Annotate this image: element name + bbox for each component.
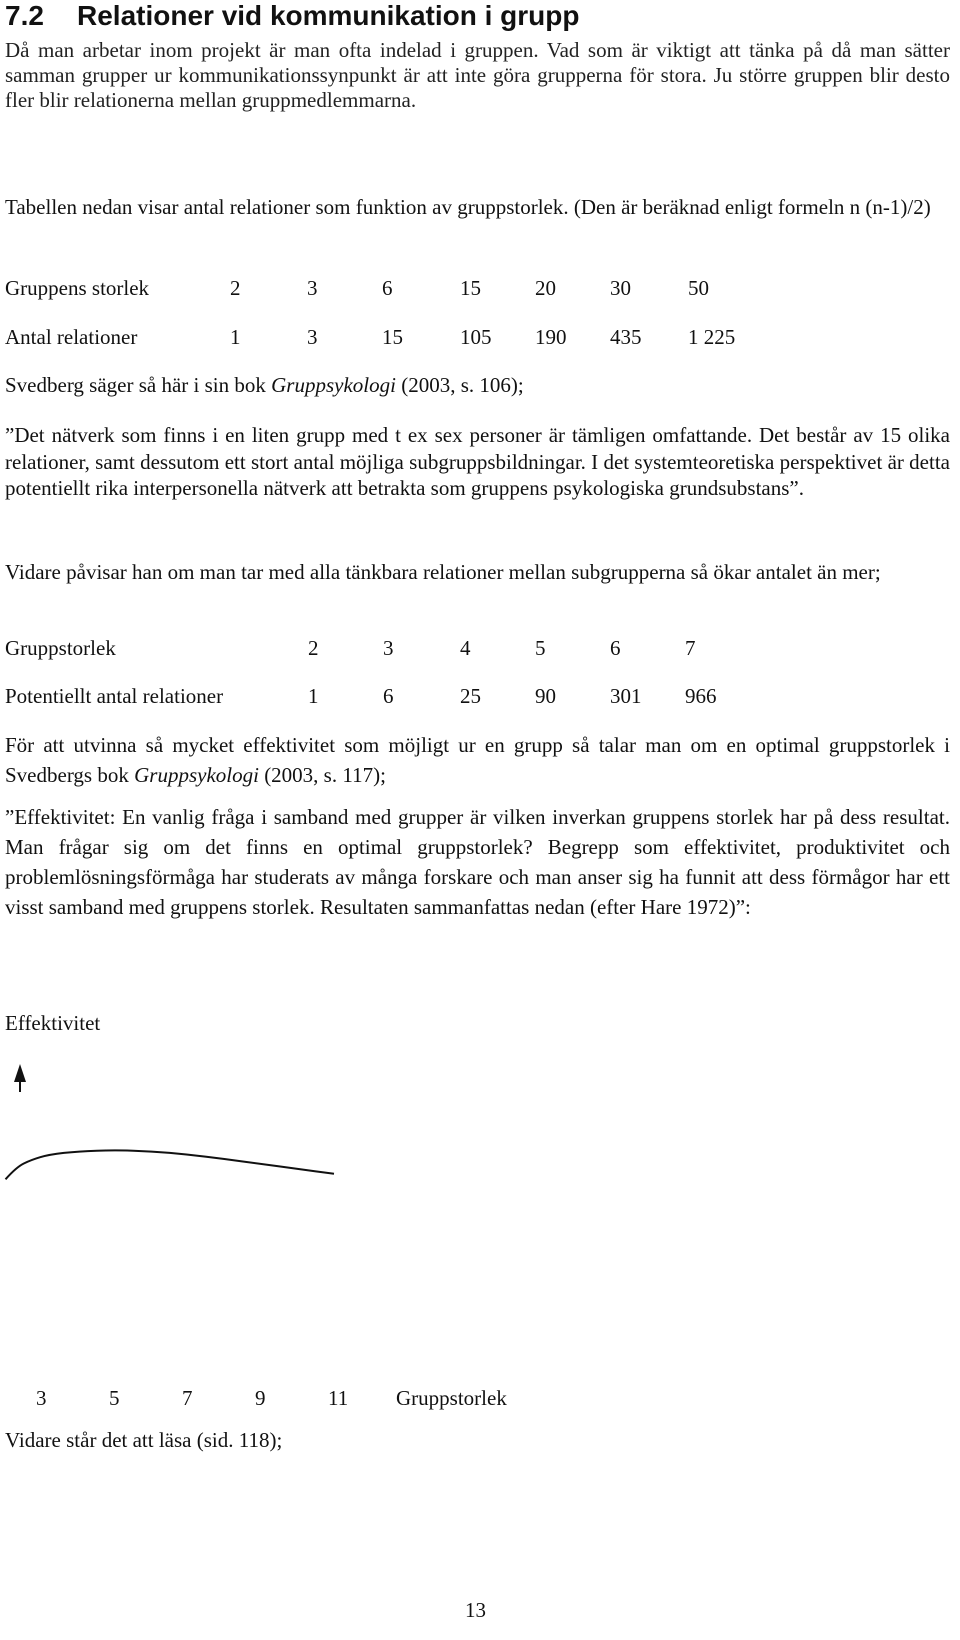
table2-cell: 7 (685, 636, 696, 660)
page-number: 13 (465, 1598, 486, 1622)
table1-cell: 20 (535, 276, 556, 300)
section-heading (5, 0, 580, 32)
section-number: 7.2 (5, 0, 44, 31)
table2-cell: 4 (460, 636, 471, 660)
table2-cell: 2 (308, 636, 319, 660)
x-tick-labels (36, 1386, 348, 1410)
table1-cell: 3 (307, 276, 318, 300)
table1-cell: 435 (610, 325, 642, 349)
table1-cell: 30 (610, 276, 631, 300)
book-title: Gruppsykologi (271, 373, 396, 397)
table2-row1-label: Gruppstorlek (5, 636, 116, 660)
x-tick-label: 7 (182, 1386, 193, 1410)
closing-line: Vidare står det att läsa (sid. 118); (5, 1428, 283, 1452)
table2-cell: 6 (383, 684, 394, 708)
citation-text: (2003, s. 117); (258, 763, 386, 787)
citation-text: Svedberg säger så här i sin bok (5, 373, 272, 397)
table2-cell: 90 (535, 684, 556, 708)
svedberg-citation (5, 373, 524, 398)
table2-cell: 25 (460, 684, 481, 708)
table1-cell: 2 (230, 276, 241, 300)
table1-row1-label: Gruppens storlek (5, 276, 150, 300)
table2-cell: 3 (383, 636, 394, 660)
book-title: Gruppsykologi (134, 763, 259, 787)
table2-cell: 301 (610, 684, 642, 708)
x-tick-label: 9 (255, 1386, 266, 1410)
table2-row2-label: Potentiellt antal relationer (5, 684, 224, 708)
efficiency-curve (6, 1150, 335, 1179)
optimal-size-paragraph (5, 730, 950, 790)
intro-paragraph: Då man arbetar inom projekt är man ofta indelad i gruppen. Vad som är viktigt att tänka på då man sätter samman grupper ur kommunikationssynpunkt är att inte göra grupperna för stora. Ju större gruppen blir desto fler blir relationerna mellan gruppmedlemmarna. (5, 38, 950, 112)
table1-cell: 15 (382, 325, 403, 349)
table1-cell: 1 225 (688, 325, 736, 349)
quote-paragraph-2: ”Effektivitet: En vanlig fråga i samband med grupper är vilken inverkan gruppens storlek har på dess resultat. Man frågar sig om det finns en optimal gruppstorlek? Begrepp som effektivitet, produktivitet och problemlösningsförmåga har studerats av många forskare och man anser sig ha funnit att dess förmågor har ett visst samband med gruppens storlek. Resultaten sammanfattas nedan (efter Hare 1972)”: (5, 805, 950, 919)
section-title: Relationer vid kommunikation i grupp (77, 0, 580, 31)
citation-text: För att utvinna så mycket effektivitet som möjligt ur en grupp så talar man om en optimal gruppstorlek i Svedbergs bok (5, 733, 950, 787)
table1-cell: 50 (688, 276, 709, 300)
table2-cell: 6 (610, 636, 621, 660)
citation-text: (2003, s. 106); (395, 373, 524, 397)
x-tick-label: 5 (109, 1386, 120, 1410)
y-axis-label: Effektivitet (5, 1011, 101, 1035)
efficiency-chart (0, 1011, 600, 1450)
table1-intro: Tabellen nedan visar antal relationer som funktion av gruppstorlek. (Den är beräknad enligt formeln n (n-1)/2) (5, 195, 931, 219)
table2-intro: Vidare påvisar han om man tar med alla tänkbara relationer mellan subgrupperna så ökar antalet än mer; (5, 560, 881, 584)
up-arrow-icon (14, 1064, 26, 1092)
x-tick-label: 11 (328, 1386, 349, 1410)
table1-cell: 105 (460, 325, 492, 349)
quote-paragraph-1: ”Det nätverk som finns i en liten grupp med t ex sex personer är tämligen omfattande. Det består av 15 olika relationer, samt dessutom ett stort antal möjliga subgruppsbildningar. I det systemteoretiska perspektivet är detta potentiellt rika interpersonella nätverk att betrakta som gruppens psykologiska grundsubstans”. (5, 423, 950, 500)
table2-cell: 966 (685, 684, 717, 708)
x-tick-label: 3 (36, 1386, 47, 1410)
table1-cell: 6 (382, 276, 393, 300)
table2-cell: 5 (535, 636, 546, 660)
x-axis-label: Gruppstorlek (396, 1386, 507, 1410)
table1-cell: 3 (307, 325, 318, 349)
table2-cell: 1 (308, 684, 319, 708)
table1-cell: 15 (460, 276, 481, 300)
table1-cell: 1 (230, 325, 241, 349)
table1-row2-label: Antal relationer (5, 325, 138, 349)
table1-cell: 190 (535, 325, 567, 349)
